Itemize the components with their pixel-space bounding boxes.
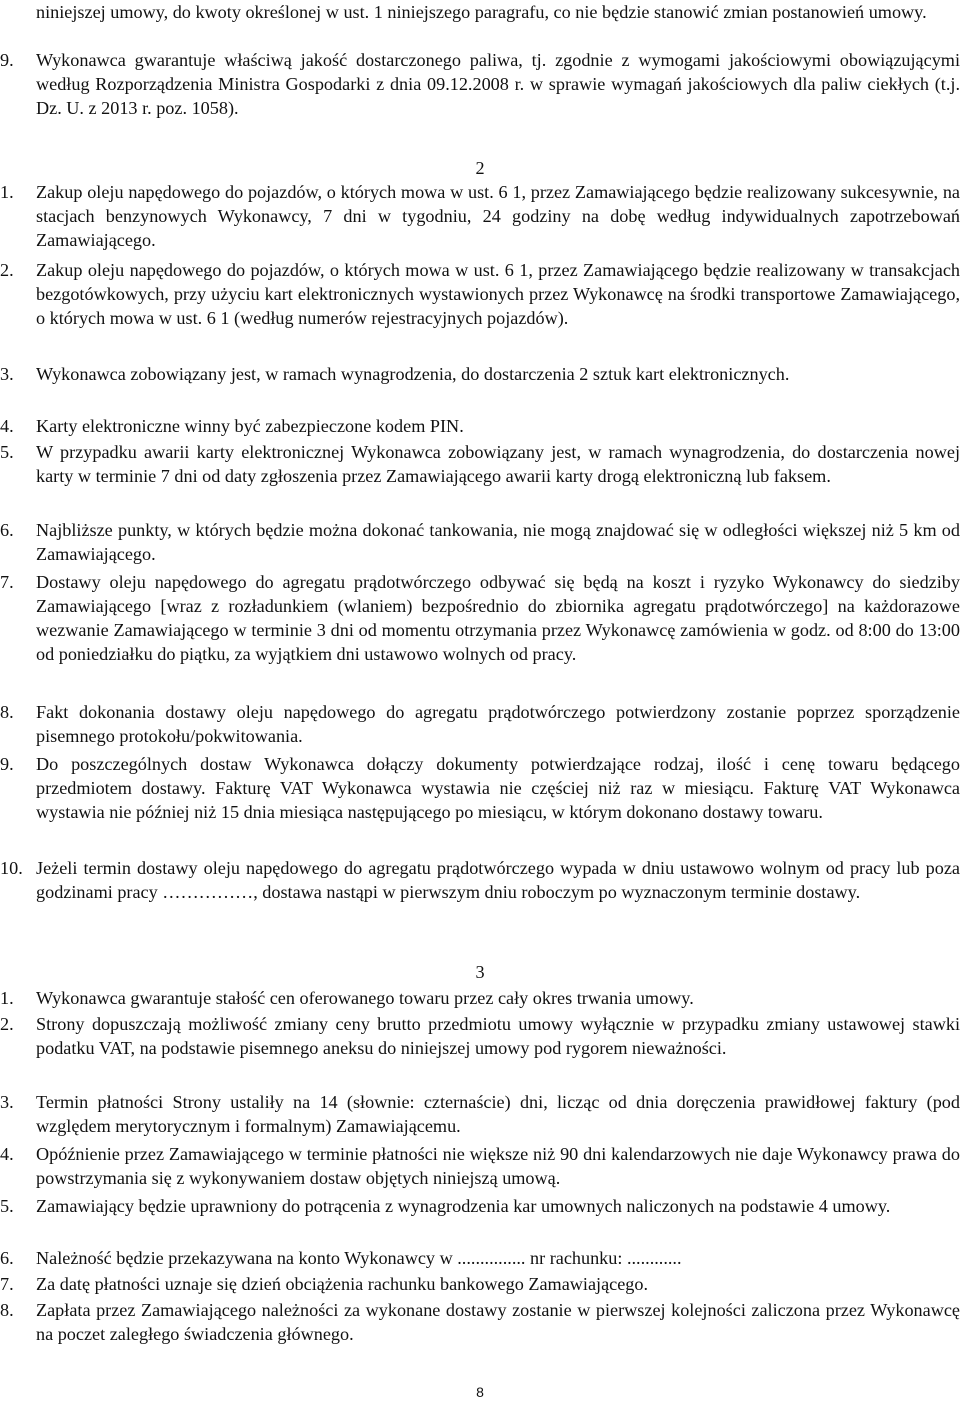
item-text: Wykonawca zobowiązany jest, w ramach wynagrodzenia, do dostarczenia 2 sztuk kart elektronicznych. (36, 364, 790, 384)
item-text: Zakup oleju napędowego do pojazdów, o których mowa w ust. 6 1, przez Zamawiającego będzie realizowany w transakcjach bezgotówkowych, przy użyciu kart elektronicznych wystawionych przez Wykonawcę na środki transportowe Zamawiającego, o których mowa w ust. 6 1 (według numerów rejestracyjnych pojazdów). (36, 260, 960, 328)
item-text: Termin płatności Strony ustaliły na 14 (słownie: czternaście) dni, licząc od dnia doręczenia prawidłowej faktury (pod względem merytorycznym i formalnym) Zamawiającemu. (36, 1092, 960, 1136)
item-text: Opóźnienie przez Zamawiającego w terminie płatności nie większe niż 90 dni kalendarzowych nie daje Wykonawcy prawa do powstrzymania się z wykonywaniem dostaw objętych niniejszą umową. (36, 1144, 960, 1188)
item-text: Karty elektroniczne winny być zabezpieczone kodem PIN. (36, 416, 464, 436)
item-number: 4. (0, 1144, 14, 1164)
item-text: Wykonawca gwarantuje właściwą jakość dostarczonego paliwa, tj. zgodnie z wymogami jakościowymi obowiązującymi według Rozporządzenia Ministra Gospodarki z dnia 09.12.2008 r. w sprawie wymagań jakościowych dla paliw ciekłych (t.j. Dz. U. z 2013 r. poz. 1058). (36, 50, 960, 118)
item-number: 2. (0, 1014, 14, 1034)
item-number: 2. (0, 260, 14, 280)
item-text: Za datę płatności uznaje się dzień obciążenia rachunku bankowego Zamawiającego. (36, 1274, 649, 1294)
item-number: 10. (0, 858, 23, 878)
item-text: Zakup oleju napędowego do pojazdów, o których mowa w ust. 6 1, przez Zamawiającego będzie realizowany sukcesywnie, na stacjach benzynowych Wykonawcy, 7 dni w tygodniu, 24 godziny na dobę według indywidualnych zapotrzebowań Zamawiającego. (36, 182, 960, 250)
item-number: 9. (0, 754, 14, 774)
item-text: Zamawiający będzie uprawniony do potrącenia z wynagrodzenia kar umownych naliczonych na podstawie 4 umowy. (36, 1196, 891, 1216)
page-number: 8 (476, 1384, 484, 1400)
item-text: Jeżeli termin dostawy oleju napędowego do agregatu prądotwórczego wypada w dniu ustawowo wolnym od pracy lub poza godzinami pracy ……………, dostawa nastąpi w pierwszym dniu roboczym po wyznaczonym terminie dostawy. (36, 858, 960, 902)
item-number: 4. (0, 416, 14, 436)
item-number: 8. (0, 1300, 14, 1320)
item-text: Zapłata przez Zamawiającego należności za wykonane dostawy zostanie w pierwszej kolejności zaliczona przez Wykonawcę na poczet zaległego świadczenia głównego. (36, 1300, 960, 1344)
item-number: 1. (0, 988, 14, 1008)
item-text: Strony dopuszczają możliwość zmiany ceny brutto przedmiotu umowy wyłącznie w przypadku zmiany ustawowej stawki podatku VAT, na podstawie pisemnego aneksu do niniejszej umowy pod rygorem nieważności. (36, 1014, 960, 1058)
item-number: 9. (0, 50, 14, 70)
item-text: Do poszczególnych dostaw Wykonawca dołączy dokumenty potwierdzające rodzaj, ilość i cenę towaru będącego przedmiotem dostawy. Fakturę VAT Wykonawca wystawia nie częściej niż raz w miesiącu. Fakturę VAT Wykonawca wystawia nie później niż 15 dnia miesiąca następującego po miesiącu, w którym dokonano dostawy towaru. (36, 754, 960, 822)
item-text: Dostawy oleju napędowego do agregatu prądotwórczego odbywać się będą na koszt i ryzyko Wykonawcy do siedziby Zamawiającego [wraz z rozładunkiem (wlaniem) bezpośrednio do zbiornika agregatu prądotwórczego] na każdorazowe wezwanie Zamawiającego w terminie 3 dni od momentu otrzymania przez Wykonawcę zamówienia w godz. od 8:00 do 13:00 od poniedziałku do piątku, za wyjątkiem dni ustawowo wolnych od pracy. (36, 572, 960, 664)
item-number: 5. (0, 442, 14, 462)
continuation-paragraph: niniejszej umowy, do kwoty określonej w ust. 1 niniejszego paragrafu, co nie będzie stanowić zmian postanowień umowy. (36, 2, 927, 22)
item-number: 3. (0, 1092, 14, 1112)
item-number: 6. (0, 1248, 14, 1268)
item-text: Fakt dokonania dostawy oleju napędowego do agregatu prądotwórczego potwierdzony zostanie poprzez sporządzenie pisemnego protokołu/pokwitowania. (36, 702, 960, 746)
item-text: Należność będzie przekazywana na konto Wykonawcy w ............... nr rachunku: ............ (36, 1248, 682, 1268)
item-text: W przypadku awarii karty elektronicznej Wykonawca zobowiązany jest, w ramach wynagrodzenia, do dostarczenia nowej karty w terminie 7 dni od daty zgłoszenia przez Zamawiającego awarii karty drogą elektroniczną lub faksem. (36, 442, 960, 486)
item-number: 8. (0, 702, 14, 722)
item-number: 6. (0, 520, 14, 540)
item-number: 3. (0, 364, 14, 384)
item-number: 5. (0, 1196, 14, 1216)
item-text: Wykonawca gwarantuje stałość cen oferowanego towaru przez cały okres trwania umowy. (36, 988, 694, 1008)
item-number: 1. (0, 182, 14, 202)
item-number: 7. (0, 1274, 14, 1294)
section-heading-2: 2 (475, 158, 485, 178)
item-number: 7. (0, 572, 14, 592)
section-heading-3: 3 (475, 962, 485, 982)
item-text: Najbliższe punkty, w których będzie można dokonać tankowania, nie mogą znajdować się w odległości większej niż 5 km od Zamawiającego. (36, 520, 960, 564)
